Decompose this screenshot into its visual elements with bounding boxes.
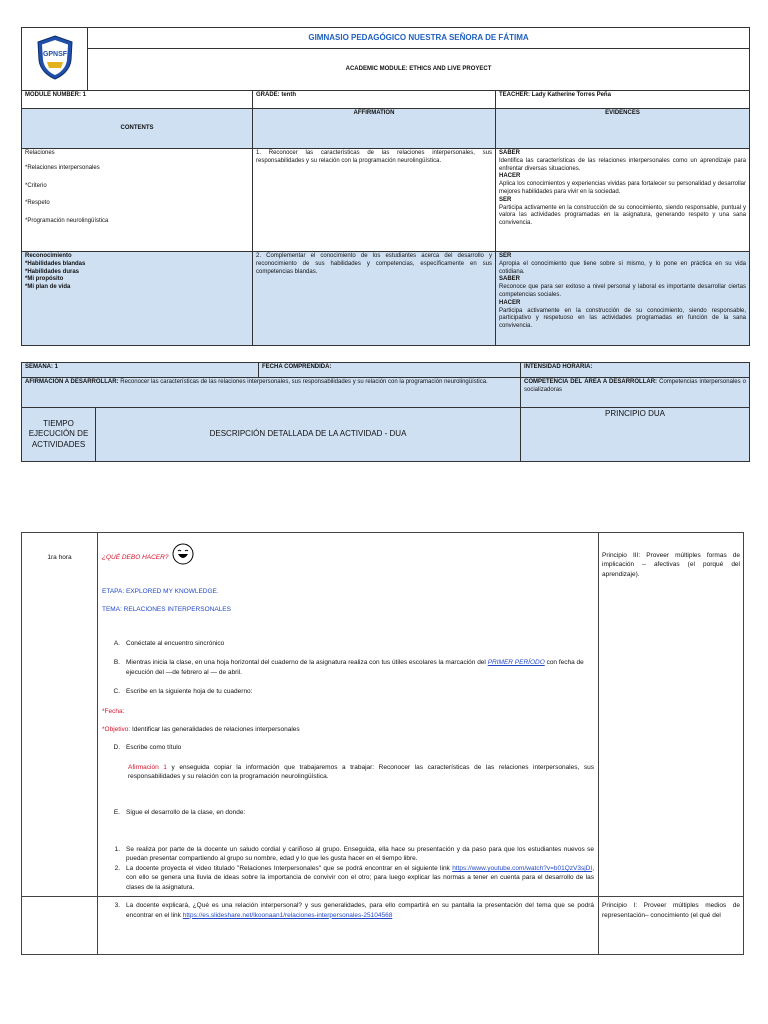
content-item: *Mi propósito <box>25 276 64 283</box>
evidence-label: SABER <box>499 276 521 283</box>
evidence-text: Apropia el conocimiento que tiene sobre sí mismo, y lo pone en práctica en su vida cotidiana. <box>499 260 747 275</box>
evidence-text: Identifica las características de las relaciones interpersonales como un aprendizaje para enfrentar diversas situaciones. <box>499 157 747 172</box>
step-e: Sigue el desarrollo de la clase, en donde: <box>126 808 246 816</box>
logo-cell <box>22 28 88 91</box>
step-a: Conéctate al encuentro sincrónico <box>126 639 225 647</box>
col-affirmation: AFFIRMATION <box>253 109 496 149</box>
col-principio: PRINCIPIO DUA <box>521 408 750 462</box>
evidence-text: Reconoce que para ser exitoso a nivel personal y laboral es importante desarrollar ciertas competencias sociales. <box>499 284 747 298</box>
intensidad-horaria: INTENSIDAD HORARIA: <box>521 363 750 378</box>
question-heading: ¿QUÉ DEBO HACER? <box>102 554 169 561</box>
step-b-text-2: con fecha de ejecución del —de febrero al — de abril. <box>126 659 584 676</box>
item-3 <box>126 901 594 920</box>
slideshare-link[interactable]: https://es.slideshare.net/lkoonaan1/relaciones-interpersonales-25104568 <box>182 911 393 919</box>
week-table <box>21 362 750 462</box>
objetivo-text: Identificar las generalidades de relaciones interpersonales <box>132 725 300 733</box>
col-evidences: EVIDENCES <box>496 109 750 149</box>
module-title: ACADEMIC MODULE: ETHICS AND LIVE PROYECT <box>88 49 750 91</box>
row2-evidences <box>496 252 750 346</box>
item-2-text: La docente proyecta el video titulado "Relaciones Interpersonales" que se podrá encontrar en el siguiente link <box>126 864 450 872</box>
activity-table <box>21 532 744 955</box>
evidence-text: Participa activamente en la construcción de su conocimiento, siendo responsable, participativo y respetuoso en las actividades programadas en función de la sana convivencia. <box>499 307 747 330</box>
module-header-table <box>21 27 750 346</box>
step-d: Escribe como título <box>126 744 182 752</box>
item-3-text: La docente explicará, ¿Qué es una relación interpersonal? y sus generalidades, para ello compartirá en su pantalla la presentación del tema que se podrá encontrar en el link <box>126 902 594 919</box>
grade: GRADE: tenth <box>253 91 496 109</box>
content-item: *Criterio <box>25 182 47 189</box>
youtube-link[interactable]: https://www.youtube.com/watch?v=b01QzV3sjDI <box>452 864 593 872</box>
item-2 <box>126 864 594 892</box>
afirmacion-paragraph <box>102 763 594 782</box>
content-item: *Habilidades blandas <box>25 260 86 267</box>
content-item: *Relaciones interpersonales <box>25 164 100 171</box>
content-item: Relaciones <box>25 150 55 156</box>
evidence-label: HACER <box>499 173 521 180</box>
fecha-label: *Fecha: <box>102 707 125 715</box>
evidence-label: SER <box>499 253 512 259</box>
semana: SEMANA: 1 <box>22 363 259 378</box>
laughing-face-icon <box>172 543 194 565</box>
teacher: TEACHER: Lady Katherine Torres Peña <box>496 91 750 109</box>
step-b <box>126 658 594 677</box>
item-1: Se realiza por parte de la docente un saludo cordial y cariñoso al grupo. Enseguida, ella hace su presentación y da paso para que los estudiantes nuevos se puedan presentar compartiendo al grupo su nombre, edad y lo que les gusta hacer en el tiempo libre. <box>126 846 594 863</box>
primer-periodo-link[interactable]: PRIMER PERÍODO <box>487 659 545 667</box>
row1-affirmation: 1. Reconocer las características de las relaciones interpersonales, sus responsabilidades y su relación con la programación neurolingüística. <box>253 149 496 252</box>
activity-time: 1ra hora <box>22 533 98 897</box>
objetivo-label: *Objetivo: <box>102 725 131 733</box>
activity-description: ¿QUÉ DEBO HACER? ETAPA: EXPLORED MY KNOWLEDGE. TEMA: RELACIONES INTERPERSONALES A. Conéctate al encuentro sincrónico B. Mientras inicia la clase, en una hoja horizontal del cuaderno de la asignatura realiza con tus útiles escolares la marcación del PRIMER PERÍODO con fecha de ejecución del —de febrero al — de abril. C. Escribe en la siguiente hoja de tu cuaderno: *Fecha: *Objetivo: Identificar las generalidades de relaciones interpersonales D. Escribe como título Afirmación 1 y enseguida copiar la información que trabajaremos a trabajar: Reconocer las características de las relaciones interpersonales, sus responsabilidades y su relación con la programación neurolingüística. E. Sigue el desarrollo de la clase, en donde: 1. Se realiza por parte de la docente un saludo cordial y cariñoso al grupo. Enseguida, ella hace su presentación y da paso para que los estudiantes nuevos se puedan presentar compartiendo al grupo su nombre, edad y lo que les gusta hacer en el tiempo libre. 2. La docente proyecta el video titulado "Relaciones Interpersonales" que se podrá encontrar en el siguiente link https://www.youtube.com/watch?v=b01QzV3sjDI, con ello se genera una lluvia de ideas sobre la importancia de convivir con el otro; para luego explicar las normas a tener en cuenta para el desarrollo de las clases de la asignatura. <box>98 533 599 897</box>
competencia-area <box>521 378 750 408</box>
evidence-text: Participa activamente en la construcción de su conocimiento, siendo responsable, puntual y valora las actividades programadas en la asignatura, generando respeto y una sana convivencia. <box>499 204 747 227</box>
evidence-text: Aplica los conocimientos y experiencias vividas para fortalecer su personalidad y desarrollar mejores habilidades para vivir en la sociedad. <box>499 181 747 195</box>
evidence-label: SER <box>499 196 512 203</box>
school-name: GIMNASIO PEDAGÓGICO NUESTRA SEÑORA DE FÁTIMA <box>88 28 750 49</box>
content-item: *Respeto <box>25 200 50 207</box>
etapa: ETAPA: EXPLORED MY KNOWLEDGE. <box>102 588 219 595</box>
activity-description-2: 3. La docente explicará, ¿Qué es una relación interpersonal? y sus generalidades, para ello compartirá en su pantalla la presentación del tema que se podrá encontrar en el link https://es.slideshare.net/lkoonaan1/relaciones-interpersonales-25104568 <box>98 897 599 955</box>
row2-affirmation: 2. Complementar el conocimiento de los estudiantes acerca del desarrollo y reconocimiento de sus habilidades y competencias, específicamente en sus competencias blandas. <box>253 252 496 346</box>
svg-text:GPNSF: GPNSF <box>42 51 67 59</box>
evidence-label: HACER <box>499 299 521 306</box>
col-contents: CONTENTS <box>22 109 253 149</box>
objetivo <box>102 725 594 734</box>
row2-contents <box>22 252 253 346</box>
evidence-label: SABER <box>499 150 521 156</box>
afirmacion-1-label: Afirmación 1 <box>128 763 167 771</box>
afirmacion-label: AFIRMACIÓN A DESARROLLAR: <box>25 379 119 385</box>
fecha-comprendida: FECHA COMPRENDIDA: <box>259 363 521 378</box>
item-2-text-2: , con ello se genera una lluvia de ideas sobre la importancia de convivir con el otro; para luego explicar las normas a tener en cuenta para el desarrollo de las clases de la asignatura. <box>126 864 594 891</box>
content-item: *Mi plan de vida <box>25 284 71 291</box>
col-tiempo: TIEMPO EJECUCIÓN DE ACTIVIDADES <box>22 408 96 462</box>
content-item: Reconocimiento <box>25 253 72 259</box>
row1-evidences <box>496 149 750 252</box>
step-b-text: Mientras inicia la clase, en una hoja horizontal del cuaderno de la asignatura realiza con tus útiles escolares la marcación del <box>126 659 486 667</box>
competencia-label: COMPETENCIA DEL ÁREA A DESARROLLAR: <box>524 379 658 385</box>
row1-contents <box>22 149 253 252</box>
competencia-text: Competencias interpersonales o socializadoras <box>524 379 747 393</box>
content-item: *Habilidades duras <box>25 268 80 275</box>
school-shield-logo <box>35 34 75 80</box>
principio-1: Principio III: Proveer múltiples formas de implicación – afectivas (el porqué del aprendizaje). <box>599 533 744 897</box>
col-descripcion: DESCRIPCIÓN DETALLADA DE LA ACTIVIDAD - DUA <box>96 408 521 462</box>
tema: TEMA: RELACIONES INTERPERSONALES <box>102 606 231 614</box>
content-item: *Programación neurolingüística <box>25 218 109 225</box>
module-number: MODULE NUMBER: 1 <box>22 91 253 109</box>
afirmacion-1-text: y enseguida copiar la información que trabajaremos a trabajar: Reconocer las características de las relaciones interpersonales, sus responsabilidades y su relación con la programación neurolingüística. <box>128 763 595 781</box>
afirmacion-desarrollar <box>22 378 521 408</box>
afirmacion-text: Reconocer las características de las relaciones interpersonales, sus responsabilidades y su relación con la programación neurolingüística. <box>120 379 488 385</box>
step-c: Escribe en la siguiente hoja de tu cuaderno: <box>126 688 253 696</box>
principio-2: Principio I: Proveer múltiples medios de representación– conocimiento (el qué del <box>599 897 744 955</box>
activity-time-2 <box>22 897 98 955</box>
